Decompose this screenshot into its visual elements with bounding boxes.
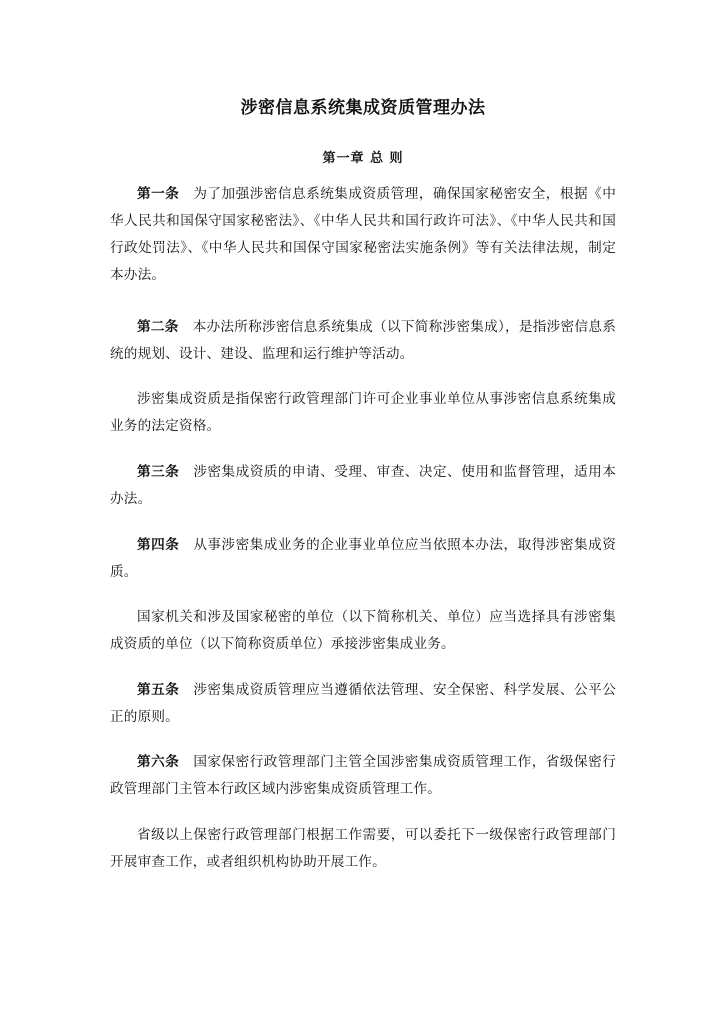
article-text: 为了加强涉密信息系统集成资质管理，确保国家秘密安全，根据《中华人民共和国保守国家秘密法》、《中华人民共和国行政许可法》、《中华人民共和国行政处罚法》、《中华人民共和国保守国家秘密法实施条例》等有关法律法规，制定本办法。 <box>110 186 617 283</box>
article-text: 本办法所称涉密信息系统集成（以下简称涉密集成），是指涉密信息系统的规划、设计、建设、监理和运行维护等活动。 <box>110 319 616 362</box>
paragraph-article-4-cont <box>110 604 616 658</box>
paragraph-article-2-cont <box>110 386 616 440</box>
paragraph-article-6-cont <box>110 822 616 876</box>
article-number: 第三条 <box>137 464 180 480</box>
paragraph-text: 国家机关和涉及国家秘密的单位（以下简称机关、单位）应当选择具有涉密集成资质的单位（以下简称资质单位）承接涉密集成业务。 <box>110 609 616 652</box>
article-text: 涉密集成资质管理应当遵循依法管理、安全保密、科学发展、公平公正的原则。 <box>110 682 617 725</box>
paragraph-text: 涉密集成资质是指保密行政管理部门许可企业事业单位从事涉密信息系统集成业务的法定资格。 <box>110 391 616 434</box>
article-text: 国家保密行政管理部门主管全国涉密集成资质管理工作，省级保密行政管理部门主管本行政区域内涉密集成资质管理工作。 <box>110 754 617 797</box>
paragraph-text: 省级以上保密行政管理部门根据工作需要，可以委托下一级保密行政管理部门开展审查工作，或者组织机构协助开展工作。 <box>110 827 616 870</box>
paragraph-article-6 <box>110 749 616 803</box>
paragraph-article-5 <box>110 677 616 731</box>
article-number: 第六条 <box>137 754 180 770</box>
chapter-heading: 第一章 总 则 <box>322 151 404 166</box>
article-text: 涉密集成资质的申请、受理、审查、决定、使用和监督管理，适用本办法。 <box>110 464 617 507</box>
article-text: 从事涉密集成业务的企业事业单位应当依照本办法，取得涉密集成资质。 <box>110 537 617 580</box>
paragraph-article-2 <box>110 314 616 368</box>
paragraph-article-1 <box>110 181 616 289</box>
article-number: 第五条 <box>137 682 180 698</box>
paragraph-article-3 <box>110 459 616 513</box>
paragraph-article-4 <box>110 532 616 586</box>
article-number: 第一条 <box>137 186 180 202</box>
document-title: 涉密信息系统集成资质管理办法 <box>240 98 486 118</box>
article-number: 第二条 <box>137 319 179 335</box>
article-number: 第四条 <box>137 537 180 553</box>
